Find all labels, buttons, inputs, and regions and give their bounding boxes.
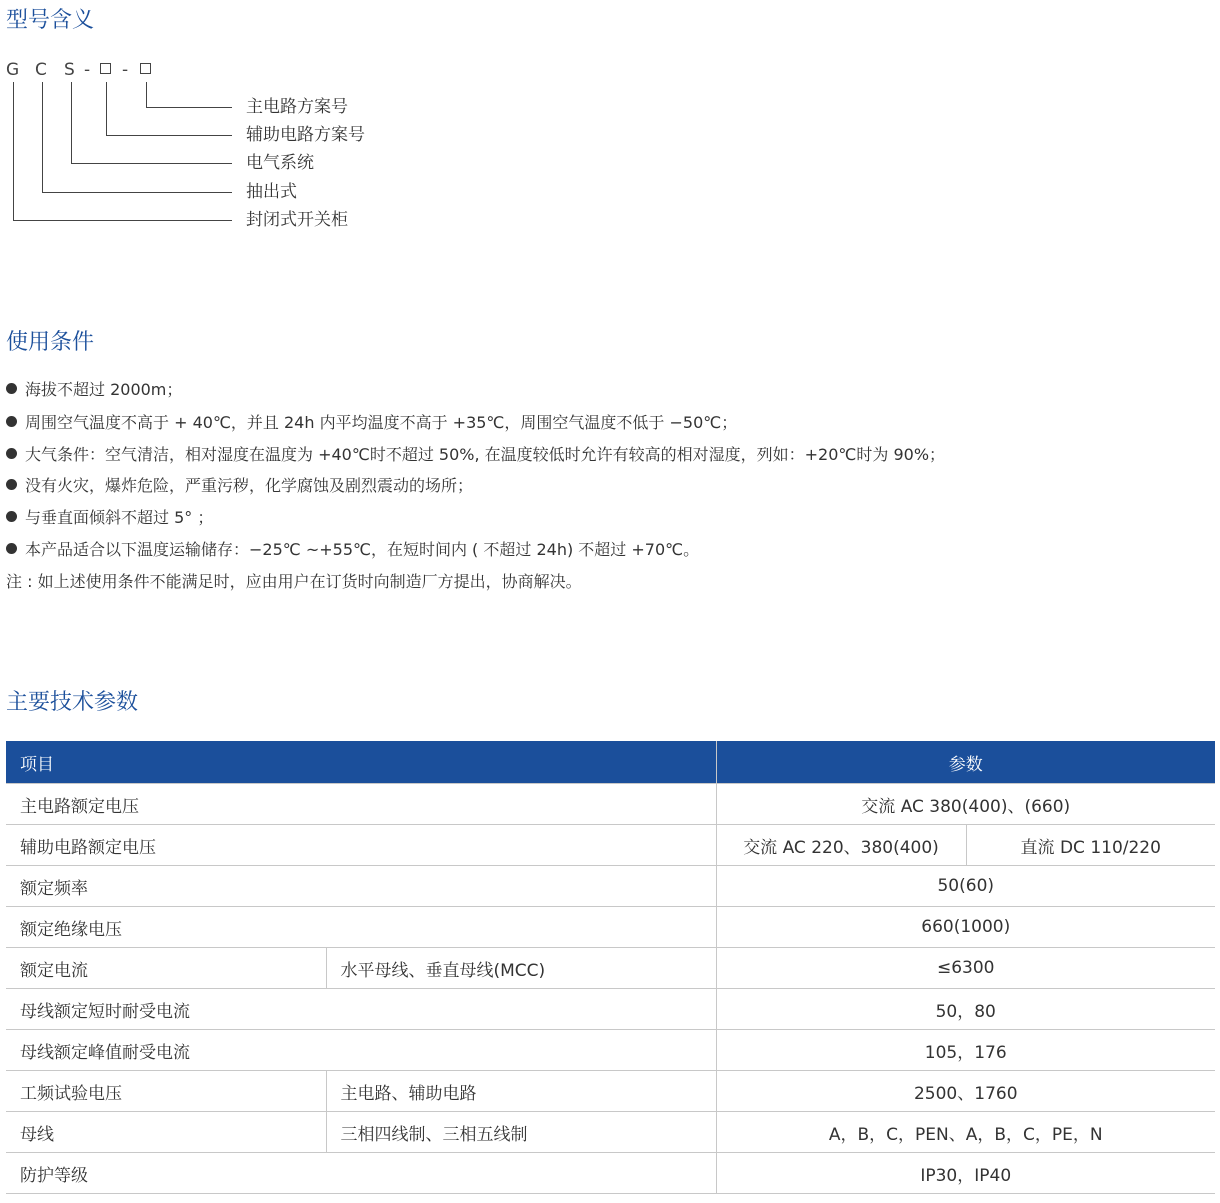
code-char-c: C [35,60,47,80]
table-cell-value: ≤6300 [716,948,1215,989]
table-row [6,1112,1215,1153]
bullet-icon [6,416,17,427]
code-label-drawout: 抽出式 [246,182,297,202]
list-item: 与垂直面倾斜不超过 5° ； [6,508,213,528]
section-title-model: 型号含义 [6,8,95,33]
table-cell-item: 额定频率 [6,866,716,907]
table-cell-item: 辅助电路额定电压 [6,825,716,866]
table-cell-value: 50(60) [716,866,1215,907]
table-header-item: 项目 [6,741,716,784]
table-cell-value: 交流 AC 220、380(400) [716,825,966,866]
connector-vline-electrical [71,82,72,164]
table-cell-value: A，B，C，PEN、A，B，C，PE，N [716,1112,1215,1153]
table-cell-value: 660(1000) [716,907,1215,948]
code-placeholder-box-1 [100,63,111,74]
connector-vline-enclosed [13,82,14,221]
table-row [6,989,1215,1030]
code-label-aux-circuit: 辅助电路方案号 [246,125,365,145]
table-cell-item: 防护等级 [6,1153,716,1194]
code-char-s: S [64,60,75,80]
table-row [6,784,1215,825]
conditions-note: 注 : 如上述使用条件不能满足时，应由用户在订货时向制造厂方提出，协商解决。 [6,572,582,591]
code-label-main-circuit: 主电路方案号 [246,97,348,117]
list-item: 周围空气温度不高于 + 40℃，并且 24h 内平均温度不高于 +35℃，周围空气温度不低于 −50℃； [6,413,737,433]
table-row [6,1071,1215,1112]
bullet-icon [6,479,17,490]
table-cell-sub: 水平母线、垂直母线(MCC) [326,948,716,989]
code-dash-2: - [122,60,129,80]
connector-vline-drawout [42,82,43,193]
table-row [6,948,1215,989]
list-item: 大气条件：空气清洁，相对湿度在温度为 +40℃时不超过 50%, 在温度较低时允许有较高的相对湿度，列如：+20℃时为 90%； [6,445,945,465]
table-cell-item: 母线 [6,1112,326,1153]
bullet-icon [6,448,17,459]
table-cell-item: 额定电流 [6,948,326,989]
table-cell-item: 主电路额定电压 [6,784,716,825]
code-dash-1: - [84,60,91,80]
table-header-param: 参数 [716,741,1215,784]
connector-hline-drawout [42,192,232,193]
table-cell-item: 母线额定峰值耐受电流 [6,1030,716,1071]
table-row [6,825,1215,866]
table-row [6,1030,1215,1071]
table-cell-value: 50，80 [716,989,1215,1030]
table-cell-value: IP30，IP40 [716,1153,1215,1194]
table-cell-item: 工频试验电压 [6,1071,326,1112]
table-cell-sub: 主电路、辅助电路 [326,1071,716,1112]
table-row [6,1153,1215,1194]
section-title-parameters: 主要技术参数 [6,690,139,715]
list-item: 海拔不超过 2000m； [6,380,182,400]
connector-hline-aux-circuit [106,135,232,136]
spec-table [6,741,1215,1194]
table-cell-value: 2500、1760 [716,1071,1215,1112]
code-placeholder-box-2 [140,63,151,74]
table-cell-sub: 三相四线制、三相五线制 [326,1112,716,1153]
table-cell-item: 母线额定短时耐受电流 [6,989,716,1030]
code-label-electrical-system: 电气系统 [246,153,314,173]
table-cell-value: 直流 DC 110/220 [966,825,1215,866]
connector-hline-electrical [71,163,232,164]
table-row [6,866,1215,907]
table-cell-value: 105，176 [716,1030,1215,1071]
bullet-icon [6,511,17,522]
bullet-icon [6,383,17,394]
bullet-icon [6,543,17,554]
table-header-row [6,741,1215,784]
table-row [6,907,1215,948]
connector-vline-main-circuit [146,82,147,108]
table-cell-value: 交流 AC 380(400)、(660) [716,784,1215,825]
list-item: 本产品适合以下温度运输储存：−25℃ ~+55℃，在短时间内 ( 不超过 24h) 不超过 +70℃。 [6,540,699,560]
code-label-enclosed-switchgear: 封闭式开关柜 [246,210,348,230]
table-cell-item: 额定绝缘电压 [6,907,716,948]
section-title-conditions: 使用条件 [6,330,95,355]
connector-vline-aux-circuit [106,82,107,136]
connector-hline-enclosed [13,220,232,221]
list-item: 没有火灾，爆炸危险，严重污秽，化学腐蚀及剧烈震动的场所； [6,476,473,496]
code-char-g: G [6,60,20,80]
connector-hline-main-circuit [146,107,232,108]
